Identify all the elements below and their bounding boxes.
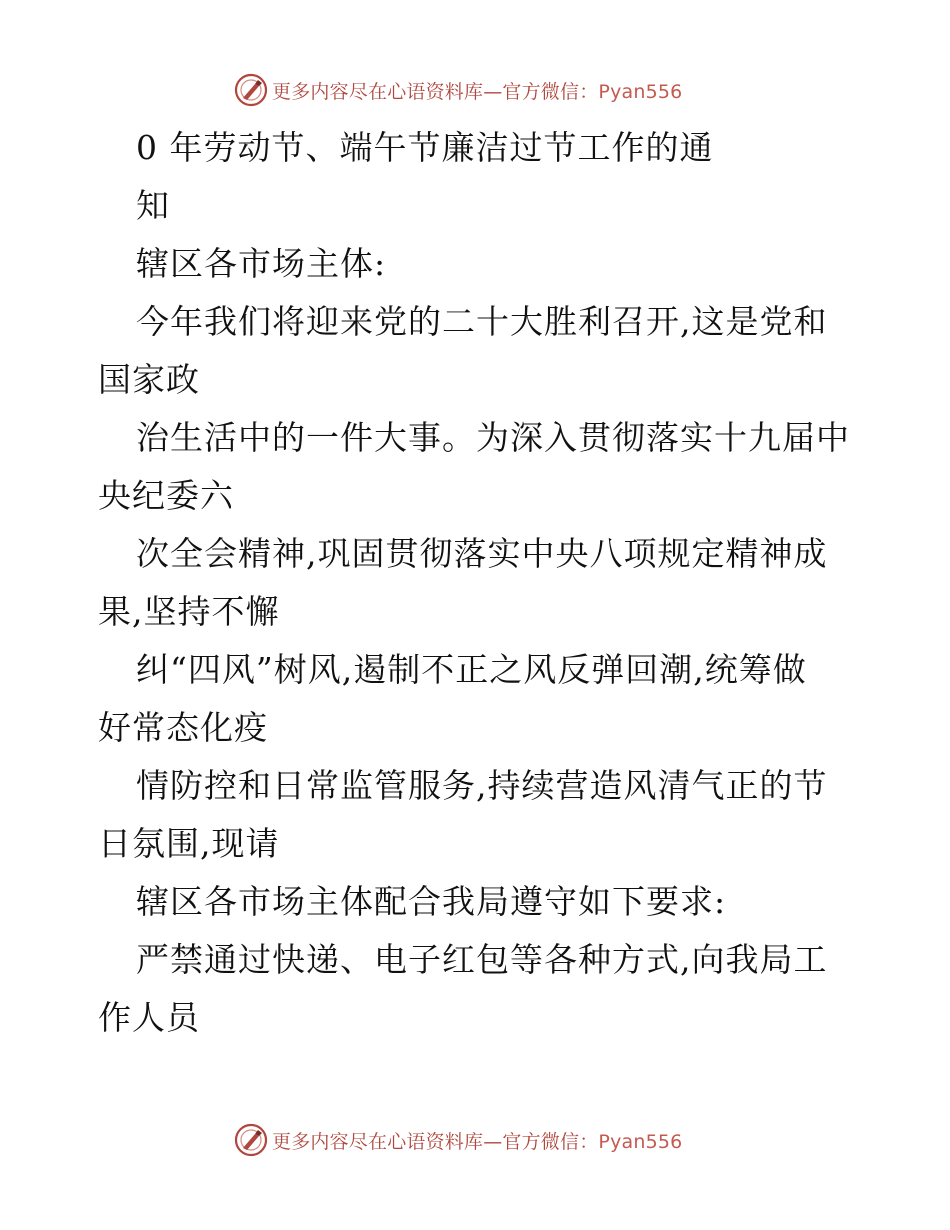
salutation: 辖区各市场主体:: [136, 244, 387, 283]
watermark-label: 更多内容尽在心语资料库—官方微信：: [272, 1130, 599, 1153]
paragraph-line: 日氛围,现请: [98, 824, 280, 863]
paragraph-line: 严禁通过快递、电子红包等各种方式,向我局工: [136, 940, 828, 979]
footer-watermark: [234, 1122, 682, 1158]
paragraph-line: 情防控和日常监管服务,持续营造风清气正的节: [136, 766, 828, 805]
paragraph-line: 果,坚持不懈: [98, 592, 280, 631]
paragraph-line: 次全会精神,巩固贯彻落实中央八项规定精神成: [136, 534, 828, 573]
watermark-wechat-id: Pyan556: [598, 1130, 683, 1153]
pen-logo-icon: [234, 1123, 268, 1157]
paragraph-line: 纠“四风”树风,遏制不正之风反弹回潮,统筹做: [136, 650, 807, 689]
watermark-label: 更多内容尽在心语资料库—官方微信：: [272, 80, 599, 103]
paragraph-line: 今年我们将迎来党的二十大胜利召开,这是党和: [136, 302, 828, 341]
paragraph-line: 央纪委六: [98, 476, 234, 515]
paragraph-line: 治生活中的一件大事。为深入贯彻落实十九届中: [136, 418, 850, 457]
document-title-line-1: 0 年劳动节、端午节廉洁过节工作的通: [136, 128, 714, 167]
watermark-text: [272, 1127, 682, 1154]
paragraph-line: 作人员: [98, 998, 200, 1037]
paragraph-line: 好常态化疫: [98, 708, 268, 747]
document-title-line-2: 知: [136, 186, 170, 225]
watermark-wechat-id: Pyan556: [598, 80, 683, 103]
paragraph-line: 辖区各市场主体配合我局遵守如下要求:: [136, 882, 727, 921]
paragraph-line: 国家政: [98, 360, 200, 399]
